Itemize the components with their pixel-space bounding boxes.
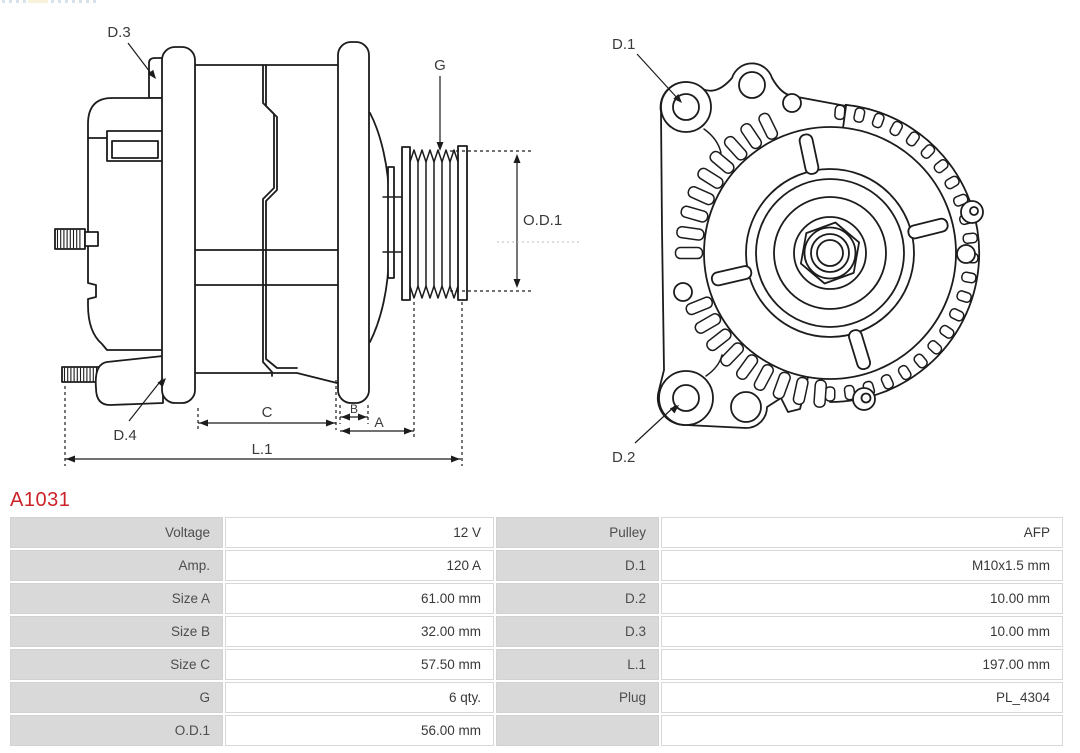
table-row xyxy=(10,616,1063,647)
nut-circle xyxy=(805,228,856,279)
spec-label: G xyxy=(10,682,223,713)
spec-label: Size C xyxy=(10,649,223,680)
rear-bracket-arm xyxy=(162,47,195,403)
label-d4: D.4 xyxy=(113,427,137,444)
spec-value: 61.00 mm xyxy=(225,583,494,614)
spec-value: 10.00 mm xyxy=(661,583,1063,614)
spec-value: 56.00 mm xyxy=(225,715,494,746)
mount-hole-top3 xyxy=(783,94,801,112)
table-row xyxy=(10,550,1063,581)
table-row xyxy=(10,682,1063,713)
spec-value: 120 A xyxy=(225,550,494,581)
spec-label: O.D.1 xyxy=(10,715,223,746)
spec-value: 10.00 mm xyxy=(661,616,1063,647)
spec-value: 32.00 mm xyxy=(225,616,494,647)
label-a: A xyxy=(374,414,384,430)
spec-label: L.1 xyxy=(496,649,659,680)
spec-label: D.1 xyxy=(496,550,659,581)
front-housing-cone xyxy=(370,113,389,342)
table-row xyxy=(10,583,1063,614)
stator-lower-block xyxy=(180,285,350,383)
stator-upper-block xyxy=(180,65,350,250)
spec-label: D.2 xyxy=(496,583,659,614)
spec-table xyxy=(10,517,1063,748)
table-row xyxy=(10,715,1063,746)
leader-d2 xyxy=(635,405,676,443)
spec-label: D.3 xyxy=(496,616,659,647)
spec-label: Voltage xyxy=(10,517,223,548)
spec-value: 12 V xyxy=(225,517,494,548)
ear-tab-right-lower xyxy=(957,245,975,263)
web-hole-left xyxy=(674,283,692,301)
rear-housing xyxy=(88,98,165,350)
ear-hole-right-upper xyxy=(970,207,978,215)
front-view-drawing xyxy=(658,63,983,428)
label-d3: D.3 xyxy=(107,24,131,41)
front-bracket-arm xyxy=(338,42,369,403)
shaft xyxy=(388,167,394,278)
pulley-flange-left xyxy=(402,147,410,300)
mount-hole-top2 xyxy=(739,72,765,98)
spec-label xyxy=(496,715,659,746)
spec-value: 6 qty. xyxy=(225,682,494,713)
spec-label: Size B xyxy=(10,616,223,647)
mount-boss-d4 xyxy=(96,356,163,405)
spec-value: PL_4304 xyxy=(661,682,1063,713)
spec-value xyxy=(661,715,1063,746)
spec-label: Plug xyxy=(496,682,659,713)
spec-value: 57.50 mm xyxy=(225,649,494,680)
side-view-drawing xyxy=(55,42,467,405)
spec-value: M10x1.5 mm xyxy=(661,550,1063,581)
label-od1: O.D.1 xyxy=(523,212,563,229)
spec-value: 197.00 mm xyxy=(661,649,1063,680)
label-l1: L.1 xyxy=(251,441,273,458)
table-row xyxy=(10,649,1063,680)
leader-d1 xyxy=(637,54,679,100)
spec-label: Pulley xyxy=(496,517,659,548)
part-number: A1031 xyxy=(10,489,71,511)
mount-hole-bottom2 xyxy=(731,392,761,422)
spec-label: Size A xyxy=(10,583,223,614)
label-b: B xyxy=(349,402,359,416)
label-g: G xyxy=(434,57,446,74)
table-row xyxy=(10,517,1063,548)
pulley-ribs xyxy=(410,150,458,298)
label-d2: D.2 xyxy=(612,449,636,466)
terminal-stud-collar xyxy=(85,232,98,246)
label-d1: D.1 xyxy=(612,36,636,53)
label-c: C xyxy=(261,404,273,421)
spec-label: Amp. xyxy=(10,550,223,581)
foot-hole-bottom xyxy=(862,394,871,403)
spec-value: AFP xyxy=(661,517,1063,548)
pulley-flange-right xyxy=(458,146,467,300)
